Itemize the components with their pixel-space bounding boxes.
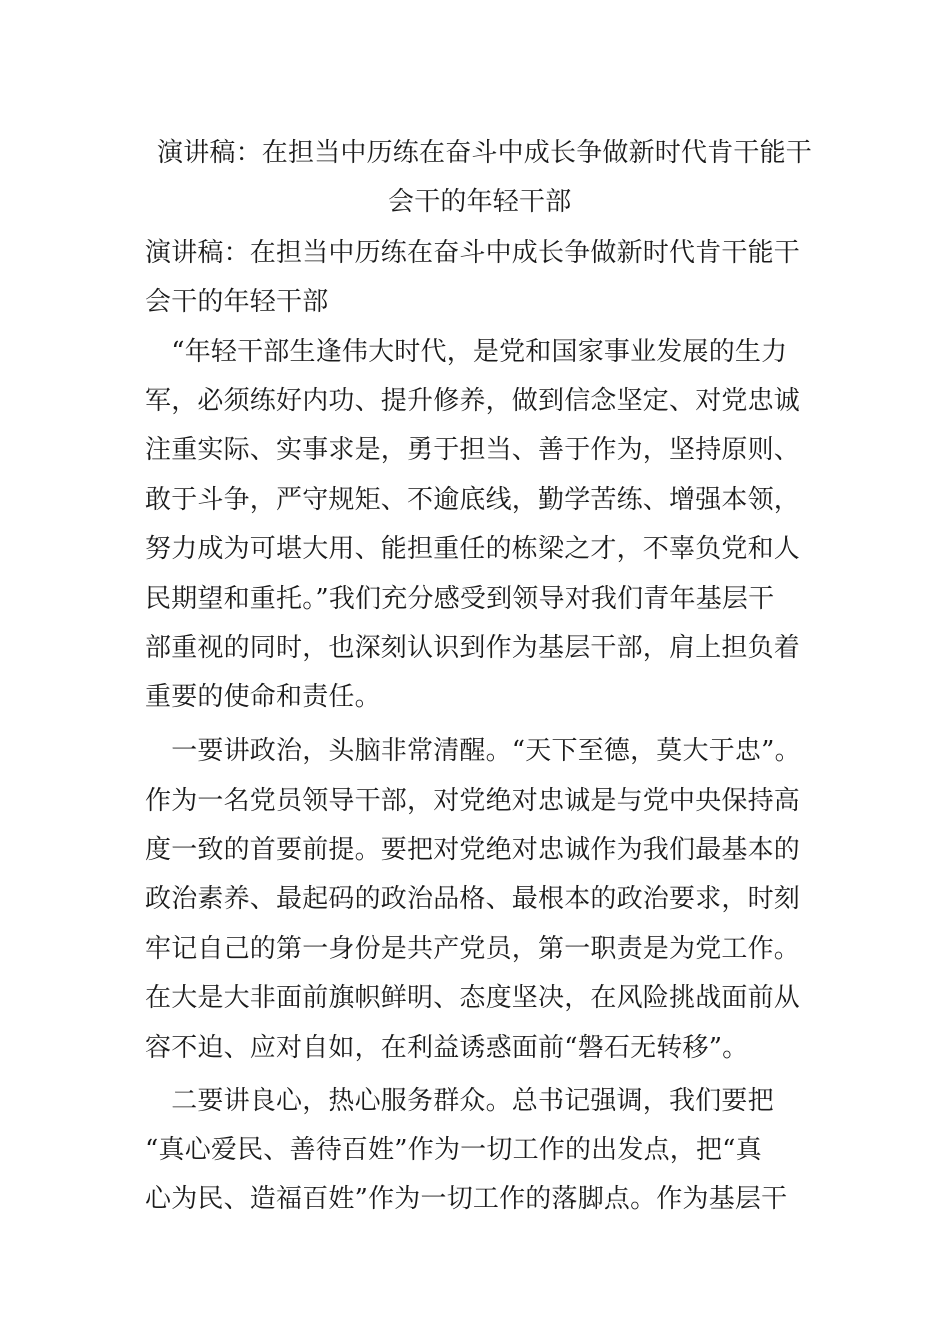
- body-line: 容不迫、应对自如，在利益诱惑面前“磐石无转移”。: [145, 1033, 749, 1063]
- body-line: 作为一名党员领导干部，对党绝对忠诚是与党中央保持高: [145, 786, 801, 816]
- body-line: 牢记自己的第一身份是共产党员，第一职责是为党工作。: [145, 934, 801, 964]
- body-line: 军，必须练好内功、提升修养，做到信念坚定、对党忠诚: [145, 386, 801, 416]
- body-line: 二要讲良心，热心服务群众。总书记强调，我们要把: [145, 1086, 774, 1116]
- body-line: 部重视的同时，也深刻认识到作为基层干部，肩上担负着: [145, 633, 801, 663]
- body-line: 一要讲政治，头脑非常清醒。“天下至德，莫大于忠”。: [145, 736, 801, 766]
- body-line: 重要的使命和责任。: [145, 682, 381, 712]
- body-line: 政治素养、最起码的政治品格、最根本的政治要求，时刻: [145, 884, 801, 914]
- body-line: 在大是大非面前旗帜鲜明、态度坚决，在风险挑战面前从: [145, 983, 801, 1013]
- body-line: 度一致的首要前提。要把对党绝对忠诚作为我们最基本的: [145, 835, 801, 865]
- body-line: 敢于斗争，严守规矩、不逾底线，勤学苦练、增强本领，: [145, 485, 801, 515]
- body-line: “真心爱民、善待百姓”作为一切工作的出发点，把“真: [145, 1135, 762, 1165]
- body-line: 心为民、造福百姓”作为一切工作的落脚点。作为基层干: [145, 1184, 788, 1214]
- body-line: “年轻干部生逢伟大时代，是党和国家事业发展的生力: [145, 337, 788, 367]
- document-title-line-2: 会干的年轻干部: [388, 187, 572, 217]
- document-title-line-1: 演讲稿：在担当中历练在奋斗中成长争做新时代肯干能干: [157, 138, 813, 168]
- body-line: 努力成为可堪大用、能担重任的栋梁之才，不辜负党和人: [145, 534, 801, 564]
- body-line: 民期望和重托。”我们充分感受到领导对我们青年基层干: [145, 584, 775, 614]
- body-line: 注重实际、实事求是，勇于担当、善于作为，坚持原则、: [145, 435, 801, 465]
- body-line: 会干的年轻干部: [145, 287, 329, 317]
- body-line: 演讲稿：在担当中历练在奋斗中成长争做新时代肯干能干: [145, 238, 801, 268]
